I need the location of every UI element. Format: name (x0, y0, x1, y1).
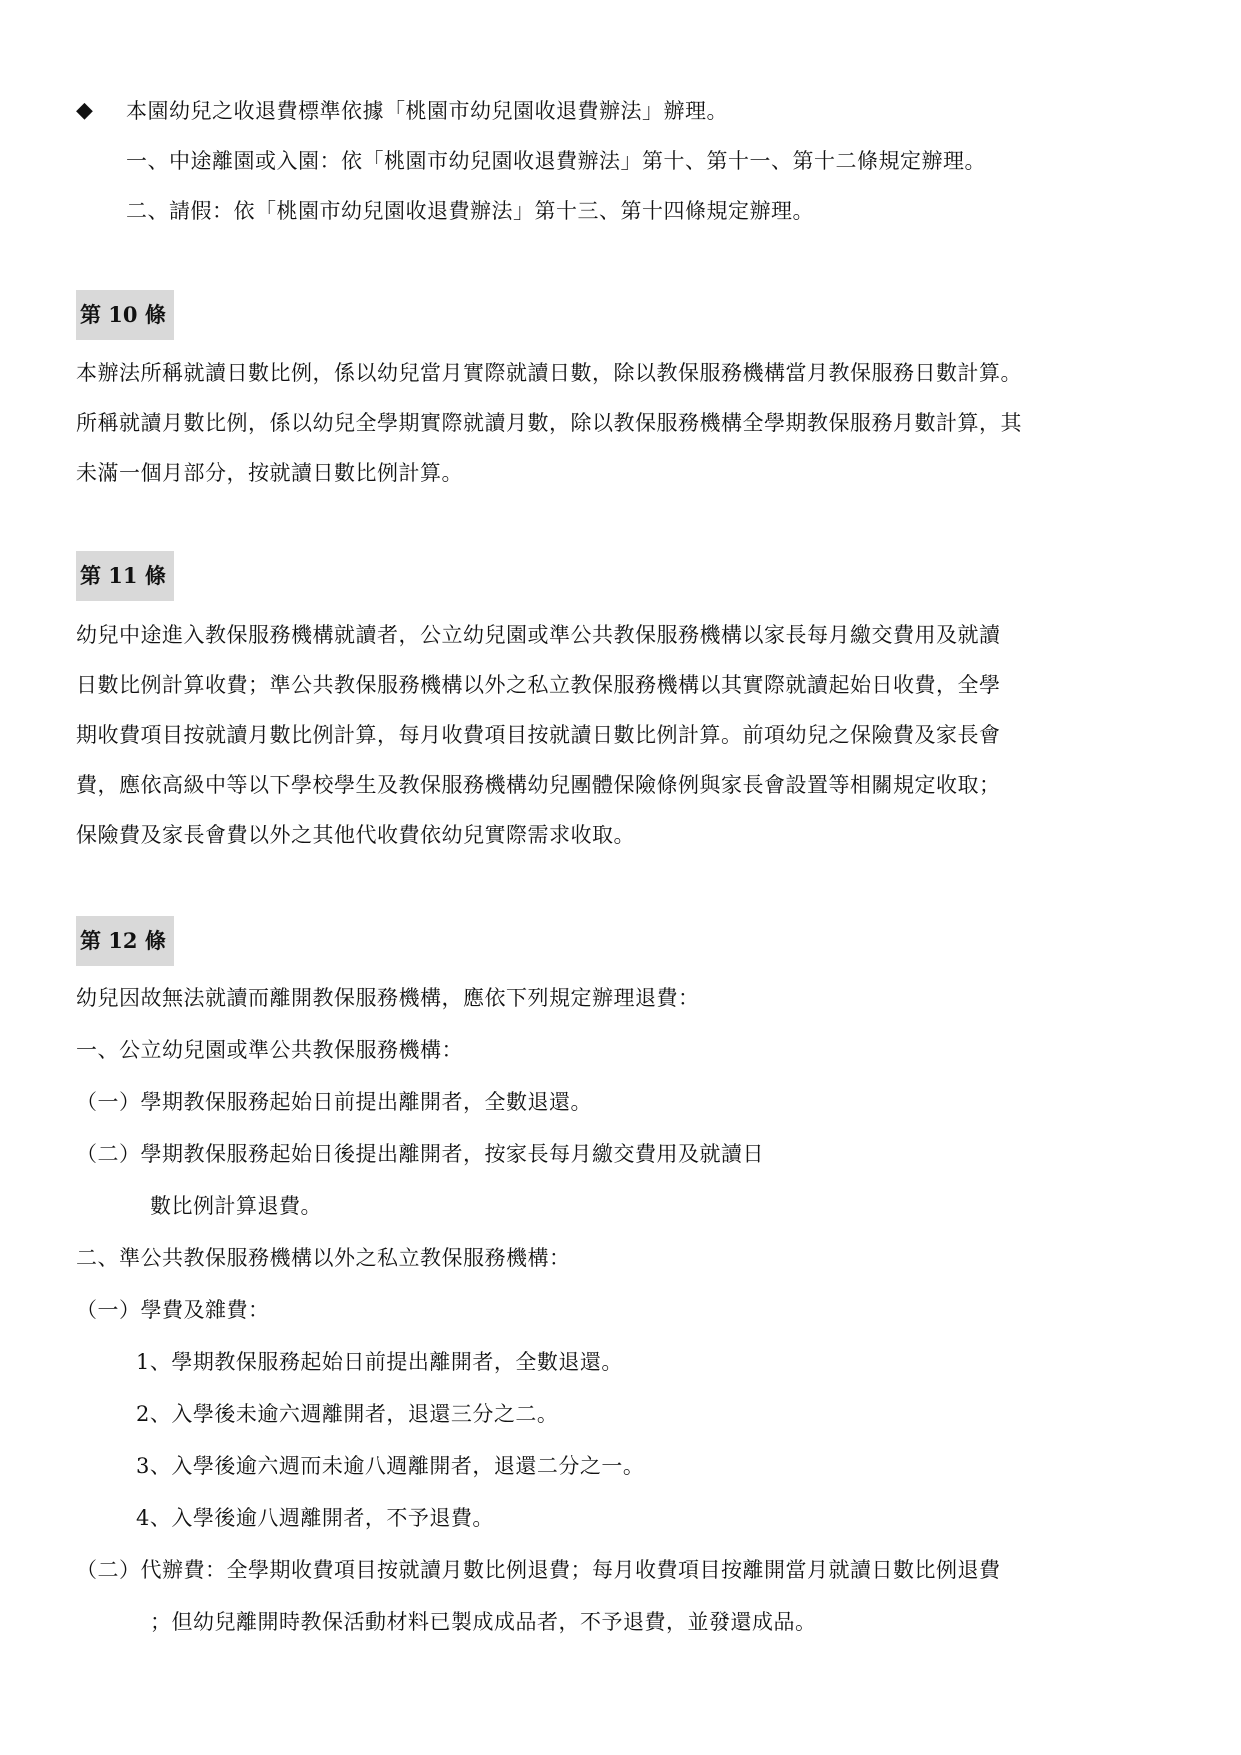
diamond-bullet-icon: ◆ (76, 98, 93, 123)
article-12-line: 3、入學後逾六週而未逾八週離開者，退還二分之一。 (136, 1454, 645, 1478)
intro-item-2: 二、請假：依「桃園市幼兒園收退費辦法」第十三、第十四條規定辦理。 (126, 199, 814, 223)
article-12-line: 2、入學後未逾六週離開者，退還三分之二。 (136, 1402, 559, 1426)
article-12-line: （一）學期教保服務起始日前提出離開者，全數退還。 (76, 1090, 592, 1114)
article-11-heading-text: 第 11 條 (80, 563, 166, 588)
article-12-line: 1、學期教保服務起始日前提出離開者，全數退還。 (136, 1350, 623, 1374)
article-12-line: 幼兒因故無法就讀而離開教保服務機構，應依下列規定辦理退費： (76, 986, 700, 1010)
article-12-line: （二）代辦費：全學期收費項目按就讀月數比例退費；每月收費項目按離開當月就讀日數比例退費 (76, 1558, 1001, 1582)
article-10-line: 本辦法所稱就讀日數比例，係以幼兒當月實際就讀日數，除以教保服務機構當月教保服務日數計算。 (76, 361, 1022, 385)
article-11-heading (76, 551, 174, 601)
article-10-line: 所稱就讀月數比例，係以幼兒全學期實際就讀月數，除以教保服務機構全學期教保服務月數計算，其 (76, 411, 1022, 435)
article-10-line: 未滿一個月部分，按就讀日數比例計算。 (76, 461, 463, 485)
article-11-line: 日數比例計算收費；準公共教保服務機構以外之私立教保服務機構以其實際就讀起始日收費，全學 (76, 673, 1001, 697)
article-12-line: ；但幼兒離開時教保活動材料已製成成品者，不予退費，並發還成品。 (150, 1610, 817, 1634)
article-11-line: 幼兒中途進入教保服務機構就讀者，公立幼兒園或準公共教保服務機構以家長每月繳交費用及就讀 (76, 623, 1001, 647)
article-11-line: 保險費及家長會費以外之其他代收費依幼兒實際需求收取。 (76, 823, 635, 847)
article-10-heading (76, 290, 174, 340)
intro-item-1: 一、中途離園或入園：依「桃園市幼兒園收退費辦法」第十、第十一、第十二條規定辦理。 (126, 149, 986, 173)
article-10-heading-text: 第 10 條 (80, 302, 166, 327)
article-12-line: 4、入學後逾八週離開者，不予退費。 (136, 1506, 494, 1530)
article-12-line: （一）學費及雜費： (76, 1298, 270, 1322)
article-11-line: 期收費項目按就讀月數比例計算，每月收費項目按就讀日數比例計算。前項幼兒之保險費及家長會 (76, 723, 1001, 747)
article-12-line: 一、公立幼兒園或準公共教保服務機構： (76, 1038, 463, 1062)
article-12-line: （二）學期教保服務起始日後提出離開者，按家長每月繳交費用及就讀日 (76, 1142, 764, 1166)
article-12-line: 數比例計算退費。 (150, 1194, 322, 1218)
article-12-heading (76, 916, 174, 966)
article-11-line: 費，應依高級中等以下學校學生及教保服務機構幼兒團體保險條例與家長會設置等相關規定收取； (76, 773, 1001, 797)
article-12-line: 二、準公共教保服務機構以外之私立教保服務機構： (76, 1246, 571, 1270)
article-12-heading-text: 第 12 條 (80, 928, 166, 953)
intro-main-text: 本園幼兒之收退費標準依據「桃園市幼兒園收退費辦法」辦理。 (126, 99, 728, 123)
